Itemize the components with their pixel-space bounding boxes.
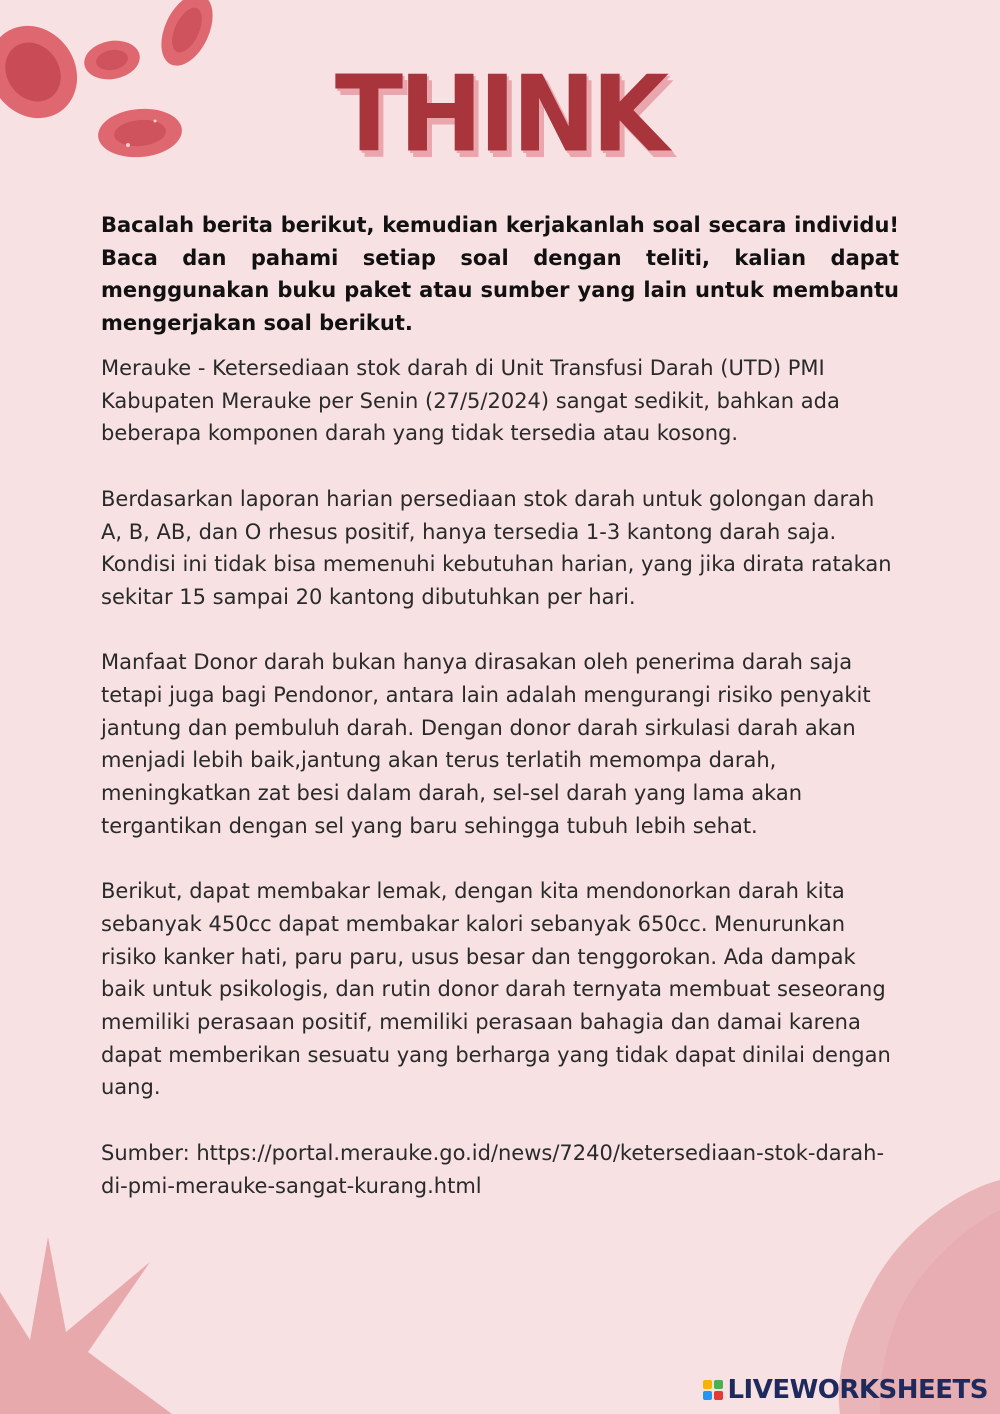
article-paragraph: Merauke - Ketersediaan stok darah di Unit Transfusi Darah (UTD) PMI Kabupaten Merauke per Senin (27/5/2024) sangat sedikit, bahkan ada beberapa komponen darah yang tidak tersedia atau kosong. xyxy=(101,356,840,446)
article-paragraph: Berikut, dapat membakar lemak, dengan kita mendonorkan darah kita sebanyak 450cc dapat membakar kalori sebanyak 650cc. Menurunkan risiko kanker hati, paru paru, usus besar dan tenggorokan. Ada dampak baik untuk psikologis, dan rutin donor darah ternyata membuat seseorang memiliki perasaan positif, memiliki perasaan bahagia dan damai karena dapat memberikan sesuatu yang berharga yang tidak dapat dinilai dengan uang. xyxy=(101,879,891,1100)
news-article xyxy=(101,352,901,1235)
source-citation: Sumber: https://portal.merauke.go.id/news/7240/ketersediaan-stok-darah-di-pmi-merauke-sangat-kurang.html xyxy=(101,1140,885,1198)
article-paragraph: Manfaat Donor darah bukan hanya dirasakan oleh penerima darah saja tetapi juga bagi Pendonor, antara lain adalah mengurangi risiko penyakit jantung dan pembuluh darah. Dengan donor darah sirkulasi darah akan menjadi lebih baik,jantung akan terus terlatih memompa darah, meningkatkan zat besi dalam darah, sel-sel darah yang lama akan tergantikan dengan sel yang baru sehingga tubuh lebih sehat. xyxy=(101,650,871,838)
article-paragraph: Berdasarkan laporan harian persediaan stok darah untuk golongan darah A, B, AB, dan O rhesus positif, hanya tersedia 1-3 kantong darah saja. Kondisi ini tidak bisa memenuhi kebutuhan harian, yang jika dirata ratakan sekitar 15 sampai 20 kantong dibutuhkan per hari. xyxy=(101,486,892,609)
watermark-text: LIVEWORKSHEETS xyxy=(727,1375,988,1405)
liveworksheets-logo-icon xyxy=(703,1380,723,1400)
instruction-text: Bacalah berita berikut, kemudian kerjakanlah soal secara individu! Baca dan pahami setiap soal dengan teliti, kalian dapat menggunakan buku paket atau sumber yang lain untuk membantu mengerjakan soal berikut. xyxy=(101,213,899,335)
star-shape xyxy=(0,1237,172,1414)
liveworksheets-watermark xyxy=(703,1375,988,1405)
page-title: THINK xyxy=(334,53,666,176)
